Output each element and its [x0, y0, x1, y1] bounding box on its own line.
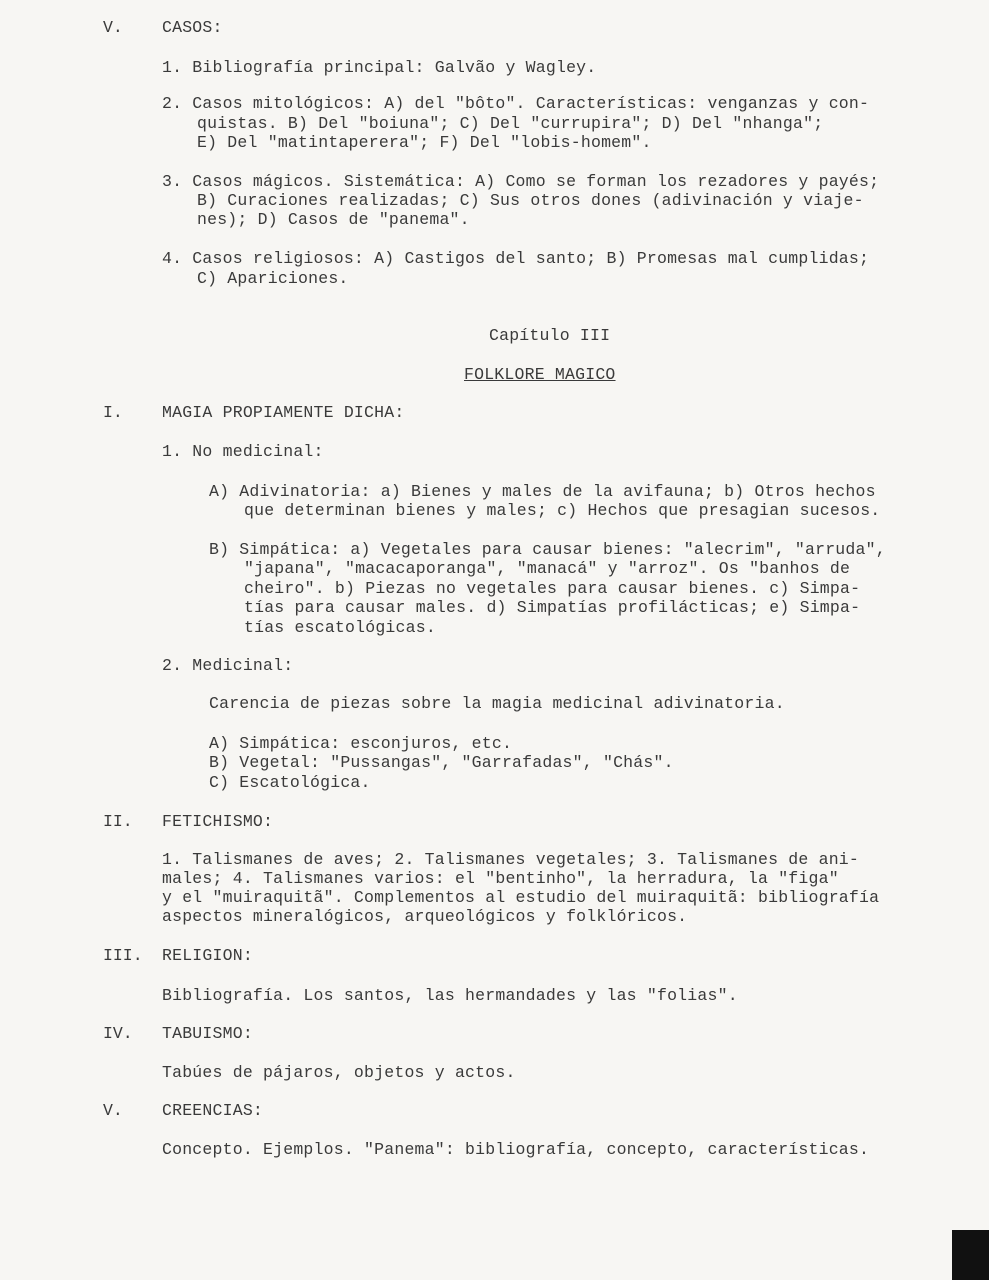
section-title: CREENCIAS:: [162, 1101, 264, 1120]
list-item: E) Del "matintaperera"; F) Del "lobis-homem".: [197, 133, 652, 152]
chapter-number: Capítulo III: [489, 326, 611, 345]
list-item: que determinan bienes y males; c) Hechos que presagian sucesos.: [244, 501, 881, 520]
section-title: CASOS:: [162, 18, 223, 37]
list-item: 3. Casos mágicos. Sistemática: A) Como se forman los rezadores y payés;: [162, 172, 880, 191]
section-numeral: I.: [103, 403, 123, 422]
subsection-title: 1. No medicinal:: [162, 442, 324, 461]
list-item: 2. Casos mitológicos: A) del "bôto". Características: venganzas y con-: [162, 94, 870, 113]
paragraph-line: males; 4. Talismanes varios: el "bentinho", la herradura, la "figa": [162, 869, 839, 888]
section-title: TABUISMO:: [162, 1024, 253, 1043]
paragraph: Bibliografía. Los santos, las hermandades y las "folias".: [162, 986, 738, 1005]
list-item: 4. Casos religiosos: A) Castigos del santo; B) Promesas mal cumplidas;: [162, 249, 870, 268]
paragraph: Carencia de piezas sobre la magia medicinal adivinatoria.: [209, 694, 785, 713]
list-item: A) Simpática: esconjuros, etc.: [209, 734, 513, 753]
section-numeral: V.: [103, 18, 123, 37]
section-title: MAGIA PROPIAMENTE DICHA:: [162, 403, 405, 422]
list-item: C) Escatológica.: [209, 773, 371, 792]
list-item: cheiro". b) Piezas no vegetales para causar bienes. c) Simpa-: [244, 579, 861, 598]
scan-corner-shadow: [952, 1230, 989, 1280]
list-item: nes); D) Casos de "panema".: [197, 210, 470, 229]
section-title: FETICHISMO:: [162, 812, 274, 831]
section-title: RELIGION:: [162, 946, 253, 965]
section-numeral: II.: [103, 812, 133, 831]
section-numeral: V.: [103, 1101, 123, 1120]
list-item: 1. Bibliografía principal: Galvão y Wagley.: [162, 58, 597, 77]
list-item: quistas. B) Del "boiuna"; C) Del "currupira"; D) Del "nhanga";: [197, 114, 824, 133]
paragraph-line: 1. Talismanes de aves; 2. Talismanes vegetales; 3. Talismanes de ani-: [162, 850, 860, 869]
paragraph: Tabúes de pájaros, objetos y actos.: [162, 1063, 516, 1082]
subsection-title: 2. Medicinal:: [162, 656, 294, 675]
paragraph-line: aspectos mineralógicos, arqueológicos y folklóricos.: [162, 907, 688, 926]
section-numeral: III.: [103, 946, 143, 965]
list-item: B) Curaciones realizadas; C) Sus otros dones (adivinación y viaje-: [197, 191, 864, 210]
list-item: A) Adivinatoria: a) Bienes y males de la avifauna; b) Otros hechos: [209, 482, 876, 501]
paragraph-line: y el "muiraquitã". Complementos al estudio del muiraquitã: bibliografía: [162, 888, 880, 907]
section-numeral: IV.: [103, 1024, 133, 1043]
list-item: B) Simpática: a) Vegetales para causar bienes: "alecrim", "arruda",: [209, 540, 886, 559]
list-item: tías para causar males. d) Simpatías profilácticas; e) Simpa-: [244, 598, 861, 617]
list-item: B) Vegetal: "Pussangas", "Garrafadas", "Chás".: [209, 753, 674, 772]
chapter-title: FOLKLORE MAGICO: [464, 365, 616, 384]
list-item: C) Apariciones.: [197, 269, 349, 288]
list-item: "japana", "macacaporanga", "manacá" y "arroz". Os "banhos de: [244, 559, 851, 578]
paragraph: Concepto. Ejemplos. "Panema": bibliografía, concepto, características.: [162, 1140, 870, 1159]
list-item: tías escatológicas.: [244, 618, 436, 637]
